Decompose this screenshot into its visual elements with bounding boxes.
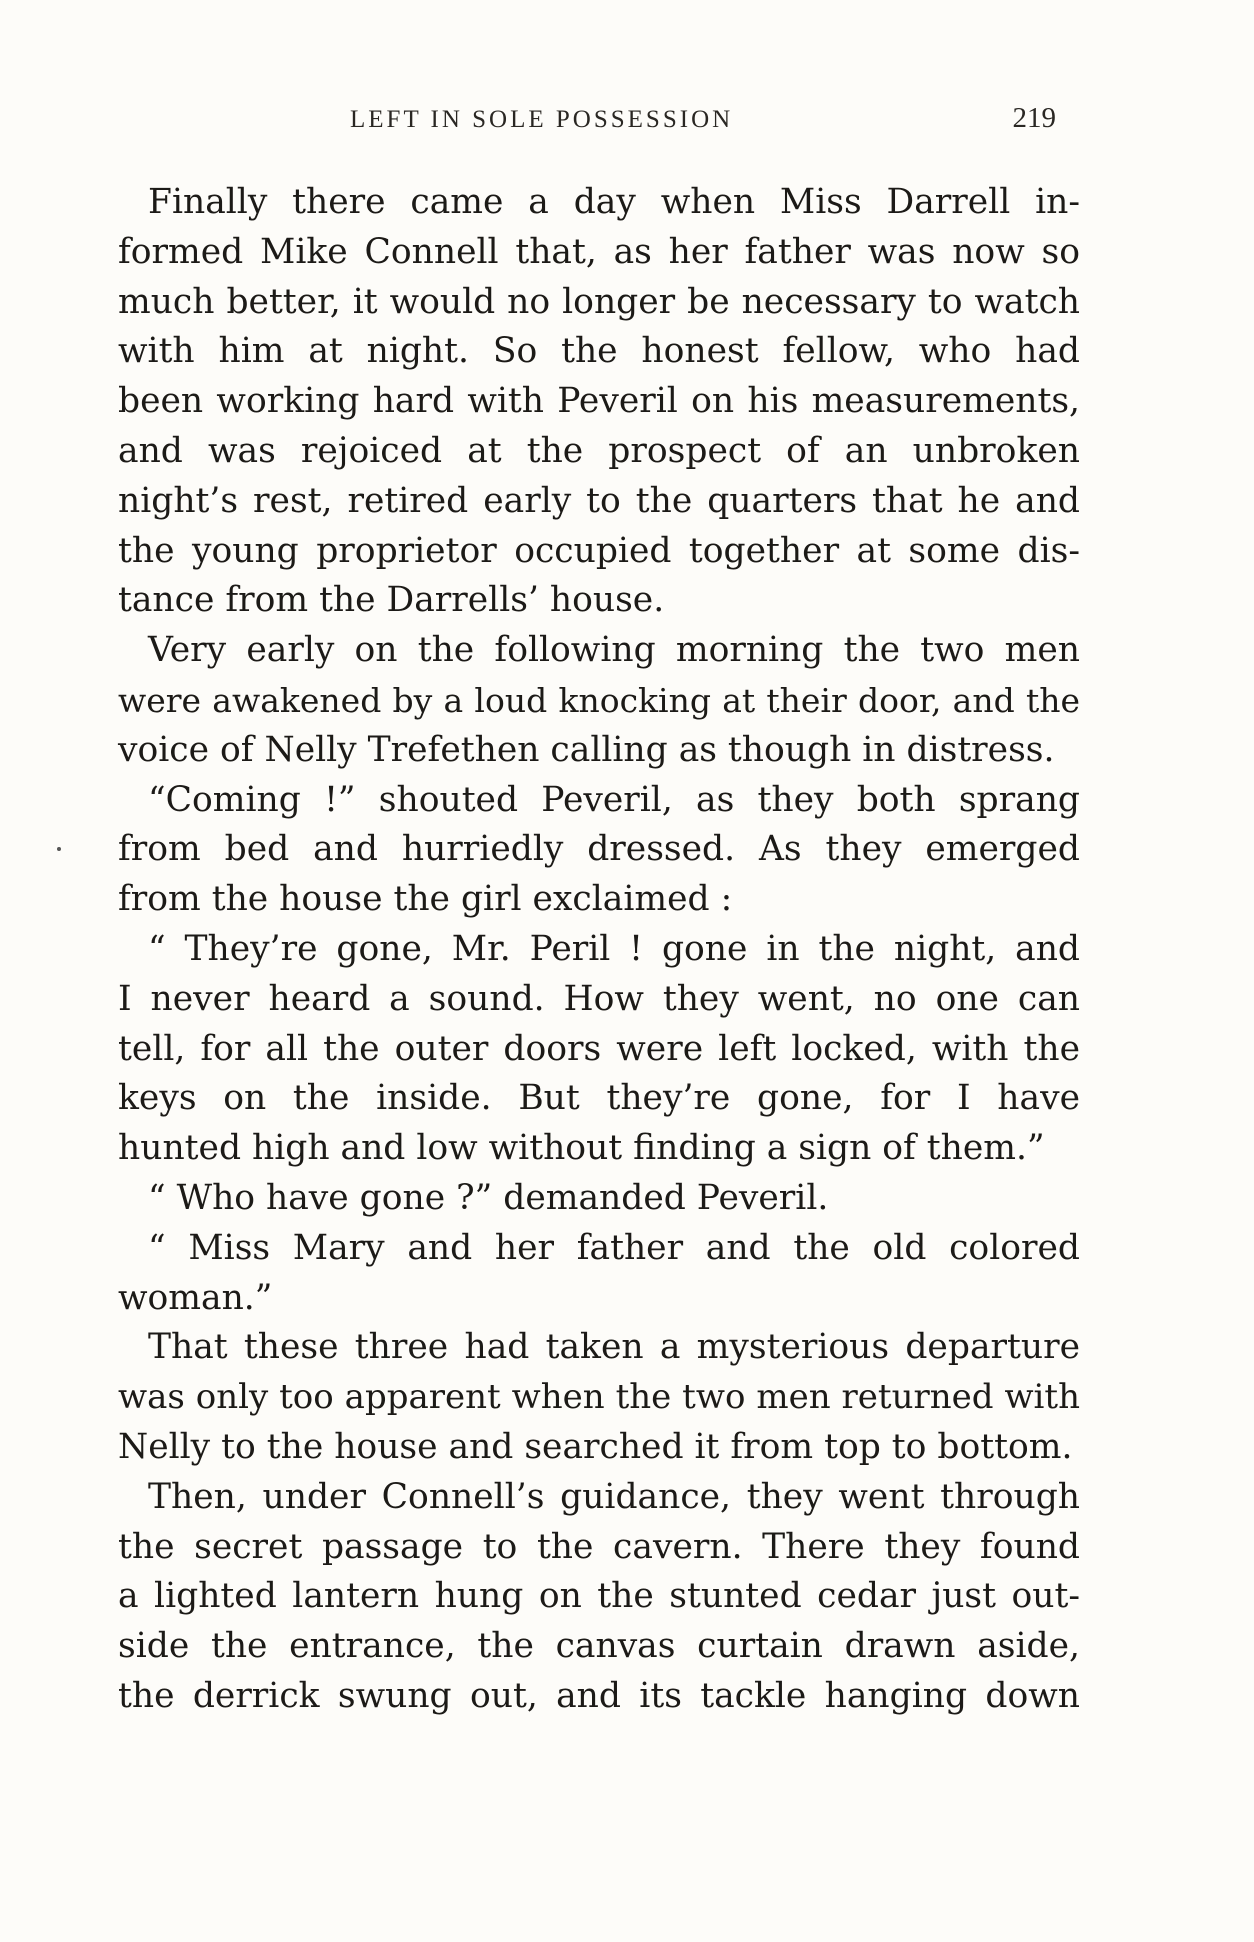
text-line: Finally there came a day when Miss Darrell in-: [148, 182, 1080, 222]
text-line: were awakened by a loud knocking at their door, and the: [118, 680, 1080, 720]
text-line: woman.”: [118, 1277, 273, 1318]
text-line: the derrick swung out, and its tackle hanging down: [118, 1675, 1080, 1716]
text-line: That these three had taken a mysterious departure: [148, 1327, 1080, 1368]
body-text: [118, 178, 1080, 1722]
text-line: from the house the girl exclaimed :: [118, 879, 733, 920]
text-line: the young proprietor occupied together at some dis-: [118, 530, 1080, 571]
text-line: the secret passage to the cavern. There they found: [118, 1526, 1080, 1567]
text-line: “ Miss Mary and her father and the old colored: [148, 1227, 1080, 1268]
text-line: Then, under Connell’s guidance, they went through: [148, 1476, 1080, 1517]
text-line: “ They’re gone, Mr. Peril ! gone in the night, and: [148, 928, 1080, 969]
text-line: been working hard with Peveril on his measurements,: [118, 381, 1080, 422]
text-line: and was rejoiced at the prospect of an unbroken: [118, 430, 1080, 471]
text-line: night’s rest, retired early to the quarters that he and: [118, 480, 1080, 521]
text-line: tance from the Darrells’ house.: [118, 580, 665, 621]
text-line: keys on the inside. But they’re gone, for I have: [118, 1078, 1080, 1119]
page-number: 219: [1012, 102, 1056, 134]
text-line: much better, it would no longer be necessary to watch: [118, 281, 1080, 322]
text-line: hunted high and low without finding a sign of them.”: [118, 1128, 1045, 1169]
text-line: Nelly to the house and searched it from top to bottom.: [118, 1426, 1073, 1467]
text-line: “ Who have gone ?” demanded Peveril.: [148, 1177, 829, 1218]
text-line: was only too apparent when the two men returned with: [118, 1377, 1080, 1418]
text-line: with him at night. So the honest fellow, who had: [118, 331, 1080, 372]
text-line: Very early on the following morning the two men: [148, 630, 1080, 671]
margin-dot: [57, 847, 61, 851]
text-line: I never heard a sound. How they went, no one can: [118, 978, 1080, 1019]
text-line: side the entrance, the canvas curtain drawn aside,: [118, 1626, 1080, 1667]
running-title: LEFT IN SOLE POSSESSION: [350, 106, 734, 133]
text-line: from bed and hurriedly dressed. As they emerged: [118, 829, 1080, 870]
text-line: a lighted lantern hung on the stunted cedar just out-: [118, 1576, 1080, 1617]
page-header: [118, 100, 1068, 144]
text-line: tell, for all the outer doors were left locked, with the: [118, 1028, 1080, 1069]
text-line: voice of Nelly Trefethen calling as though in distress.: [118, 729, 1055, 770]
text-line: “Coming !” shouted Peveril, as they both sprang: [148, 779, 1080, 820]
text-line: formed Mike Connell that, as her father was now so: [118, 231, 1080, 272]
